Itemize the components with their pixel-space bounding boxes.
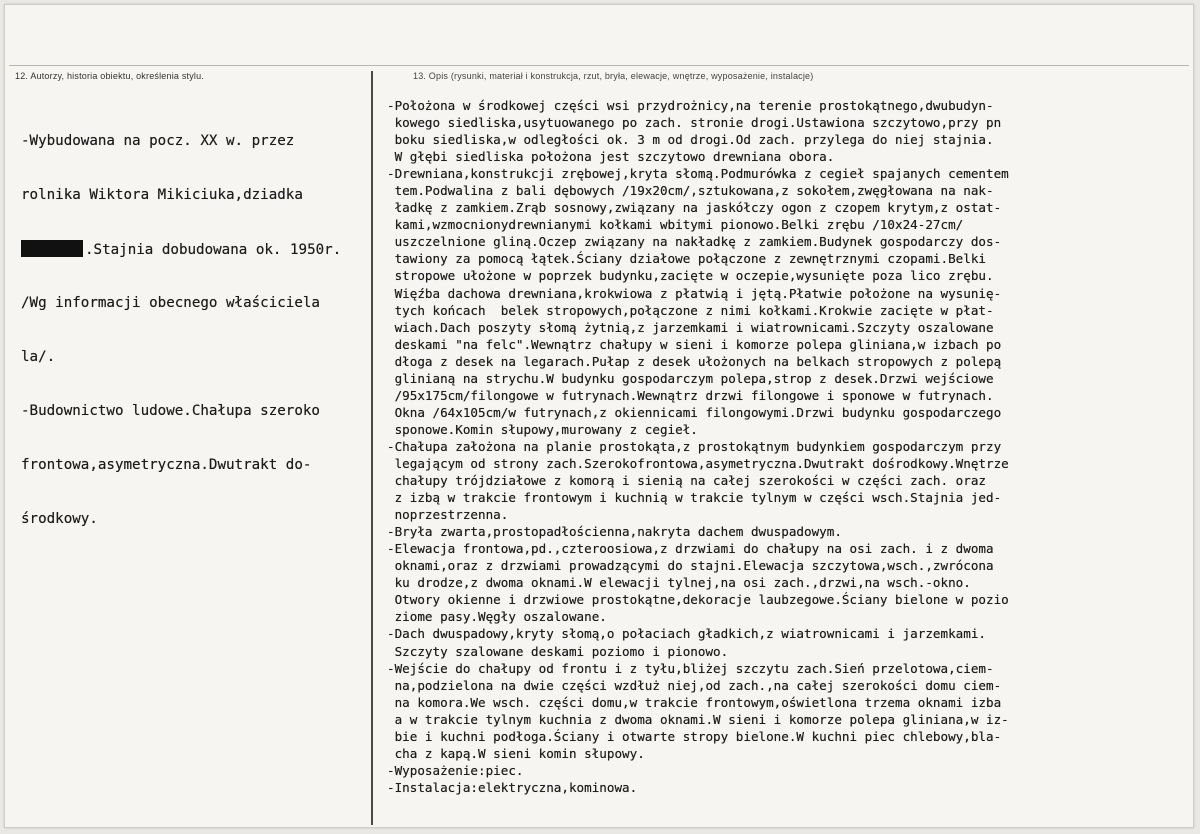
text-line: -Wybudowana na pocz. XX w. przez: [21, 133, 295, 149]
text-line: legającym od strony zach.Szerokofrontowa,asymetryczna.Dwutrakt dośrodkowy.Wnętrze: [387, 455, 1009, 471]
text-line: tych końcach belek stropowych,połączone z nimi kołkami.Krokwie zacięte w płat-: [387, 302, 994, 318]
description-column: [387, 97, 1009, 796]
text-line: stropowe ułożone w poprzek budynku,zacięte w oczepie,wysunięte poza lico zrębu.: [387, 268, 994, 284]
text-line: .Stajnia dobudowana ok. 1950r.: [85, 242, 342, 258]
text-line: -Wyposażenie:piec.: [387, 762, 524, 778]
text-line: -Drewniana,konstrukcji zrębowej,kryta słomą.Podmurówka z cegieł spajanych cementem: [387, 166, 1009, 182]
text-line: dłoga z desek na legarach.Pułap z desek ułożonych na belkach stropowych z polepą: [387, 353, 1002, 369]
text-line: -Dach dwuspadowy,kryty słomą,o połaciach gładkich,z wiatrownicami i jarzemkami.: [387, 626, 986, 642]
text-line: -Położona w środkowej części wsi przydrożnicy,na terenie prostokątnego,dwubudyn-: [387, 98, 994, 113]
text-line-with-redaction: [21, 240, 341, 258]
text-line: z izbą w trakcie frontowym i kuchnią w trakcie tylnym w części wsch.Stajnia jed-: [387, 490, 1002, 506]
text-line: a w trakcie tylnym kuchnia z dwoma oknami.W sieni i komorze polepa gliniana,w iz-: [387, 711, 1009, 727]
text-line: -Bryła zwarta,prostopadłościenna,nakryta dachem dwuspadowym.: [387, 524, 842, 540]
text-line: frontowa,asymetryczna.Dwutrakt do-: [21, 457, 312, 473]
text-line: Szczyty szalowane deskami poziomo i pionowo.: [387, 643, 729, 659]
text-line: -Instalacja:elektryczna,kominowa.: [387, 779, 638, 795]
text-line: /95x175cm/filongowe w futrynach.Wewnątrz drzwi filongowe i sponowe w futrynach.: [387, 387, 994, 403]
text-line: środkowy.: [21, 511, 98, 527]
text-line: ku drodze,z dwoma oknami.W elewacji tylnej,na osi zach.,drzwi,na wsch.-okno.: [387, 575, 971, 591]
section-13-header: 13. Opis (rysunki, materiał i konstrukcja, rzut, bryła, elewacje, wnętrze, wyposażenie, instalacje): [413, 71, 814, 81]
text-line: tem.Podwalina z bali dębowych /19x20cm/,sztukowana,z sokołem,zwęgłowana na nak-: [387, 183, 994, 199]
text-line: oknami,oraz z drzwiami prowadzącymi do stajni.Elewacja szczytowa,wsch.,zwrócona: [387, 558, 994, 574]
text-line: sponowe.Komin słupowy,murowany z cegieł.: [387, 421, 698, 437]
text-line: noprzestrzenna.: [387, 507, 509, 523]
text-line: -Wejście do chałupy od frontu i z tyłu,bliżej szczytu zach.Sień przelotowa,ciem-: [387, 660, 994, 676]
text-line: -Elewacja frontowa,pd.,czteroosiowa,z drzwiami do chałupy na osi zach. i z dwoma: [387, 541, 994, 557]
text-line: W głębi siedliska położona jest szczytowo drewniana obora.: [387, 149, 835, 165]
text-line: kami,wzmocnionydrewnianymi kołkami wbitymi pionowo.Belki zrębu /10x24-27cm/: [387, 217, 964, 233]
section-12-header: 12. Autorzy, historia obiektu, określenia stylu.: [15, 71, 205, 81]
text-line: Więźba dachowa drewniana,krokwiowa z płatwią i jętą.Płatwie położone na wysunię-: [387, 285, 1002, 301]
text-line: -Budownictwo ludowe.Chałupa szeroko: [21, 403, 320, 419]
text-line: -Chałupa założona na planie prostokąta,z prostokątnym budynkiem gospodarczym przy: [387, 438, 1002, 454]
text-line: glinianą na strychu.W budynku gospodarczym polepa,strop z desek.Drzwi wejściowe: [387, 370, 994, 386]
header-divider: [9, 65, 1189, 66]
text-line: tawiony za pomocą łątek.Ściany działowe połączone z zewnętrznymi czopami.Belki: [387, 251, 986, 267]
text-line: wiach.Dach poszyty słomą żytnią,z jarzemkami i wiatrownicami.Szczyty oszalowane: [387, 319, 994, 335]
column-divider: [371, 71, 373, 825]
text-line: ładkę z zamkiem.Zrąb sosnowy,związany na jaskółczy ogon z czopem krytym,z ostat-: [387, 200, 1002, 216]
text-line: chałupy trójdziałowe z komorą i sienią na całej szerokości w części zach. oraz: [387, 473, 986, 489]
text-line: ziome pasy.Węgły oszalowane.: [387, 609, 607, 625]
text-line: /Wg informacji obecnego właściciela: [21, 295, 320, 311]
text-line: uszczelnione gliną.Oczep związany na nakładkę z zamkiem.Budynek gospodarczy dos-: [387, 234, 1002, 250]
text-line: la/.: [21, 349, 56, 365]
text-line: kowego siedliska,usytuowanego po zach. stronie drogi.Ustawiona szczytowo,przy pn: [387, 115, 1002, 131]
history-column: [21, 96, 341, 564]
text-line: cha z kapą.W sieni komin słupowy.: [387, 745, 645, 761]
text-line: rolnika Wiktora Mikiciuka,dziadka: [21, 187, 303, 203]
text-line: Otwory okienne i drzwiowe prostokątne,dekoracje laubzegowe.Ściany bielone w pozio: [387, 592, 1009, 608]
text-line: bie i kuchni podłoga.Ściany i otwarte stropy bielone.W kuchni piec chlebowy,bla-: [387, 728, 1002, 744]
record-card: [4, 4, 1194, 828]
text-line: na,podzielona na dwie części wzdłuż niej,od zach.,na całej szerokości domu ciem-: [387, 677, 1002, 693]
redacted-name-block: [21, 240, 83, 257]
text-line: Okna /64x105cm/w futrynach,z okiennicami filongowymi.Drzwi budynku gospodarczego: [387, 404, 1002, 420]
text-line: deskami "na felc".Wewnątrz chałupy w sieni i komorze polepa gliniana,w izbach po: [387, 336, 1002, 352]
text-line: boku siedliska,w odległości ok. 3 m od drogi.Od zach. przylega do niej stajnia.: [387, 132, 994, 148]
text-line: na komora.We wsch. części domu,w trakcie frontowym,oświetlona trzema oknami izba: [387, 694, 1002, 710]
